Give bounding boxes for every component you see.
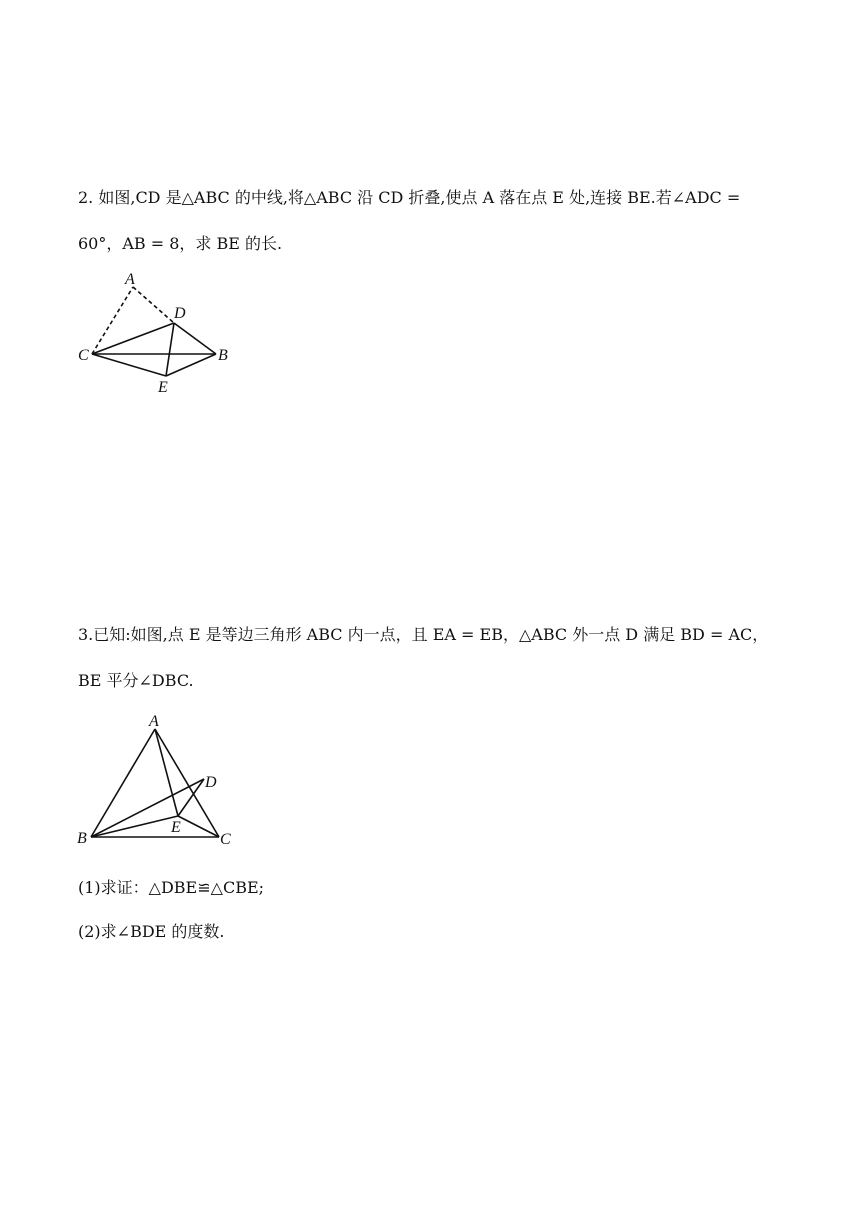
problem-2-text-line-2: 60°，AB = 8，求 BE 的长.	[78, 234, 283, 253]
label-d: D	[205, 774, 217, 791]
segment-db	[174, 323, 216, 354]
label-b: B	[77, 830, 87, 847]
problem-2-figure	[70, 262, 250, 398]
label-e: E	[158, 379, 168, 396]
segment-ce	[92, 354, 166, 376]
problem-3-text-line-2: BE 平分∠DBC.	[78, 671, 194, 690]
label-c: C	[220, 831, 231, 848]
problem-3-part-1: (1)求证：△DBE≌△CBE;	[78, 878, 265, 897]
label-a: A	[149, 713, 159, 730]
problem-3-part-2: (2)求∠BDE 的度数.	[78, 922, 225, 941]
problem-3-text-line-1: 3.已知:如图,点 E 是等边三角形 ABC 内一点，且 EA = EB，△ABC 外一点 D 满足 BD = AC，	[78, 625, 769, 644]
segment-be	[91, 816, 178, 837]
segment-eb	[166, 354, 216, 376]
label-c: C	[78, 347, 89, 364]
segment-ca-dashed	[92, 287, 133, 354]
problem-3-figure	[70, 705, 250, 855]
segment-ad-dashed	[133, 287, 174, 323]
segment-de	[178, 779, 204, 816]
label-d: D	[174, 305, 186, 322]
segment-cd	[92, 323, 174, 354]
label-b: B	[218, 347, 228, 364]
segment-de	[166, 323, 174, 376]
problem-2-text-line-1: 2. 如图,CD 是△ABC 的中线,将△ABC 沿 CD 折叠,使点 A 落在点 E 处,连接 BE.若∠ADC =	[78, 188, 741, 207]
label-e: E	[171, 819, 181, 836]
label-a: A	[125, 271, 135, 288]
